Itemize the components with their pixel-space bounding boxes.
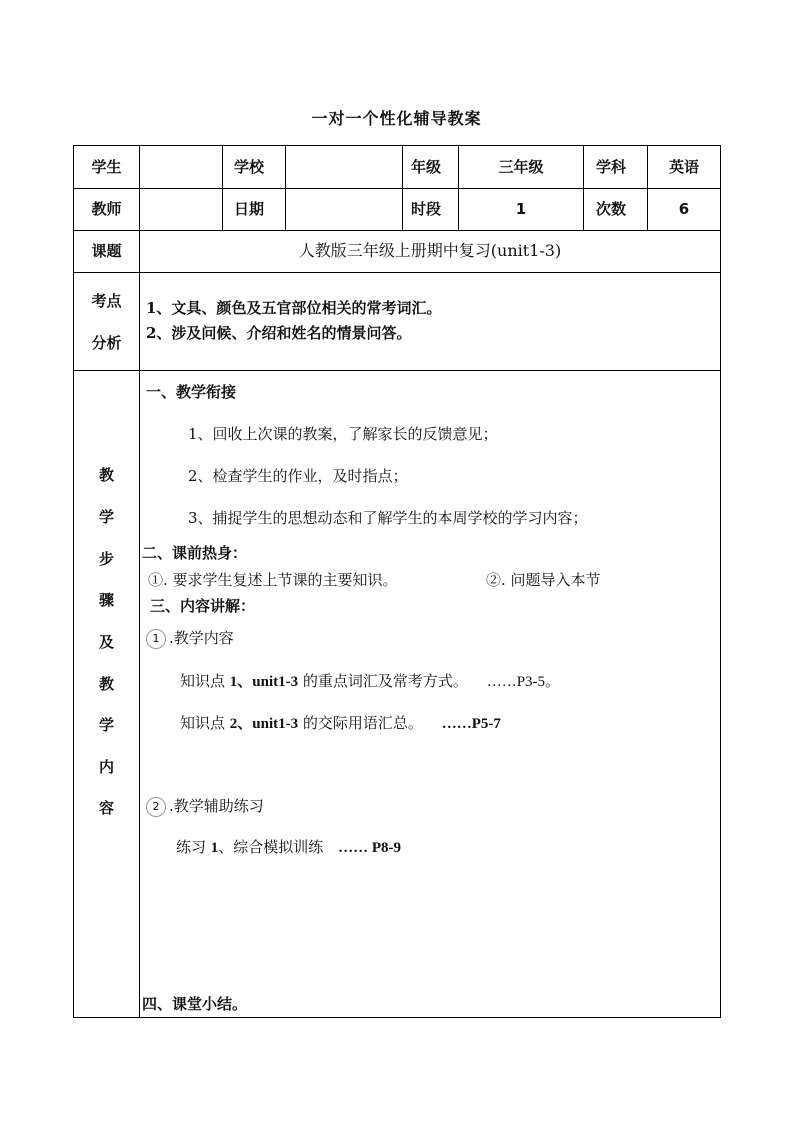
section-1-heading: 一、教学衔接 [146, 383, 237, 401]
section-4-heading: 四、课堂小结。 [142, 995, 248, 1013]
kp1-page: ……P3-5。 [486, 674, 561, 690]
kp1-prefix: 知识点 [180, 672, 230, 690]
grade-value: 三年级 [498, 158, 544, 176]
section-3-sub-2 [146, 796, 264, 817]
side-label-char: 步 [98, 550, 114, 568]
topic-label: 课题 [91, 242, 122, 260]
kp2-main: 2、unit1-3 [229, 716, 299, 732]
side-label-char: 学 [98, 508, 114, 526]
kp2-suffix: 的交际用语汇总。 [298, 714, 423, 732]
date-label: 日期 [234, 200, 265, 218]
subject-label: 学科 [596, 158, 627, 176]
side-label-char: 内 [98, 758, 114, 776]
knowledge-point-1 [180, 671, 560, 692]
section-3-heading: 三、内容讲解： [150, 597, 256, 615]
section-2-item-2: ②. 问题导入本节 [486, 571, 601, 589]
count-value: 6 [678, 200, 690, 218]
section-3-sub-1-text: .教学内容 [169, 629, 234, 647]
section-2-heading: 二、课前热身： [142, 544, 248, 562]
ex1-page: …… P8-9 [338, 840, 401, 856]
analysis-label-line1: 考点 [91, 292, 122, 310]
section-1-item-1: 1、回收上次课的教案，了解家长的反馈意见； [188, 425, 498, 443]
side-label-char: 学 [98, 716, 114, 734]
side-label-char: 及 [98, 633, 114, 651]
student-label: 学生 [91, 158, 122, 176]
ex1-suffix: 、综合模拟训练 [218, 838, 324, 856]
exercise-1 [176, 837, 401, 858]
analysis-point-1: 1、文具、颜色及五官部位相关的常考词汇。 [146, 299, 442, 317]
number-circle-icon: 2 [146, 797, 166, 817]
period-label: 时段 [411, 200, 442, 218]
school-label: 学校 [234, 158, 265, 176]
count-label: 次数 [596, 200, 627, 218]
page-title: 一对一个性化辅导教案 [311, 109, 482, 128]
kp2-page: ……P5-7 [441, 716, 501, 732]
section-3-sub-1 [146, 628, 234, 649]
ex1-prefix: 练习 [176, 838, 211, 856]
kp2-prefix: 知识点 [180, 714, 230, 732]
subject-value: 英语 [668, 158, 699, 176]
side-label-char: 教 [98, 675, 114, 693]
analysis-point-2: 2、涉及问候、介绍和姓名的情景问答。 [146, 324, 412, 342]
period-value: 1 [515, 200, 527, 218]
grade-label: 年级 [411, 158, 442, 176]
ex1-main: 1 [210, 840, 219, 856]
kp1-main: 1、unit1-3 [229, 674, 299, 690]
side-label-char: 容 [98, 799, 114, 817]
section-3-sub-2-text: .教学辅助练习 [169, 797, 264, 815]
section-2-item-1: ①. 要求学生复述上节课的主要知识。 [148, 571, 398, 589]
kp1-suffix: 的重点词汇及常考方式。 [298, 672, 468, 690]
side-label-char: 教 [98, 466, 114, 484]
side-label-char: 骤 [98, 591, 114, 609]
knowledge-point-2 [180, 713, 501, 734]
number-circle-icon: 1 [146, 629, 166, 649]
section-1-item-2: 2、检查学生的作业，及时指点； [188, 467, 408, 485]
analysis-label-line2: 分析 [91, 334, 122, 352]
section-1-item-3: 3、捕捉学生的思想动态和了解学生的本周学校的学习内容； [188, 509, 588, 527]
topic-value: 人教版三年级上册期中复习(unit1-3) [298, 241, 562, 260]
teacher-label: 教师 [91, 200, 122, 218]
